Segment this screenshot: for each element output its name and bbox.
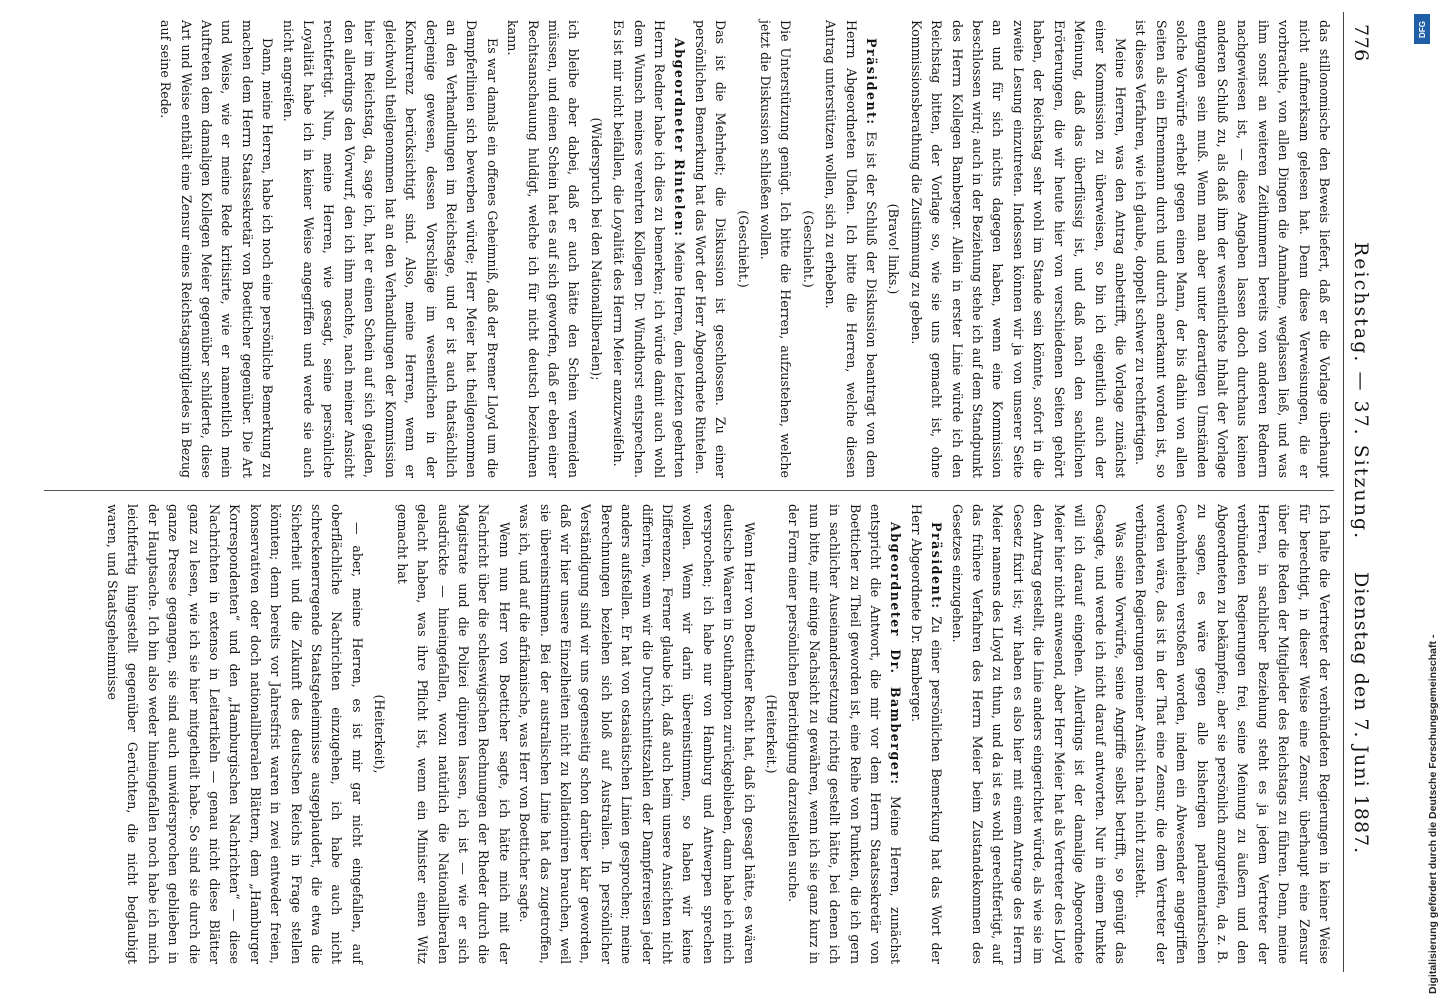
paragraph (689, 20, 730, 478)
paragraph (514, 504, 759, 964)
paragraph-text: Was seine Vorwürfe, seine Angriffe selbst betrifft, so genügt das Gesagte, und werde ich nicht darauf antworten. Nur in einem Punkte will ich darauf eingehen. Allerdings ist der damalige Abgeordnete Meier hier nicht anwesend, aber Herr Meier hat als Vertreter des Lloyd den Antrag gestellt, die Linie anders eingerichtet würde, als wie sie im Gesetz fixirt ist; wir haben es also hier mit einem Antrage des Herrn Meier namens des Lloyd zu thun, und da ist es wohl gerechtfertigt, auf das frühere Verfahren des Herrn Meier beim Zustandekommen des Gesetzes einzugehen. (949, 504, 1128, 964)
paragraph-text: Es ist der Schluß der Diskussion beantragt von dem Herrn Abgeordneten Uhden. Ich bitte die Herren, welche diesen Antrag unterstützen wollen, sich zu erheben. (823, 20, 880, 478)
stage-direction (883, 20, 903, 478)
paragraph-text: Das ist die Mehrheit; die Diskussion ist geschlossen. Zu einer persönlichen Bemerkung hat das Wort der Herr Abgeordnete Rintelen. (692, 20, 729, 478)
paragraph (905, 504, 946, 964)
paragraph (946, 504, 1130, 964)
paragraph-text: Ich halte die Vertreter der verbündeten Regierungen in keiner Weise für berechtigt, in dieser Weise eine Zensur, überhaupt eine Zensur über die Reden der Mitglieder des Reichstags zu führen. Denn, meine Herren, in sachlicher Beziehung steht es ja jedem Vertreter der verbündeten Regierungen frei, seine Meinung zu äußern und den Abgeordneten zu bekämpfen; aber sie persönlich anzugreifen, da z. B. zu sagen, es wäre gegen alle bisherigen parlamentarischen Gewohnheiten verstoßen worden, indem ein Abwesender angegriffen worden wäre, das ist in der That eine Zensur, die dem Vertreter der verbündeten Regierungen meiner Ansicht nach nicht zusteht. (1133, 504, 1332, 964)
stage-direction (585, 20, 605, 478)
speaker-name: Abgeordneter Dr. Bamberger: (888, 522, 904, 786)
speaker-name: Präsident: (864, 38, 880, 126)
session-date: Dienstag den 7. Juni 1887. (1350, 572, 1372, 855)
paragraph (755, 20, 796, 478)
speaker-name: Präsident: (929, 522, 945, 610)
text-column-left (34, 20, 1334, 478)
digitization-credit (1414, 14, 1439, 994)
paragraph-text: Meine Herren, zunächst entspricht die Antwort, die mir vor dem Herrn Staatssekretär von Boetticher zu Theil geworden ist, eine Reihe von Punkten, die ich gern in sachlicher Auseinandersetzung richtig gestellt hätte, bei denen ich nun bitte, mir einige Nachsicht zu gewähren, wenn ich sie ganz kurz in der Form einer persönlichen Berichtigung darzustellen suche. (786, 504, 904, 964)
paragraph (1130, 20, 1334, 478)
dfg-logo-text: DFG (1417, 20, 1427, 38)
session-title: Reichstag. — 37. Sitzung. (1350, 242, 1372, 541)
paragraph-text: Meine Herren, dem letzten geehrten Herrn Redner habe ich dies zu bemerken; ich würde damit auch wohl dem Wunsch meines verehrten Kollegen Dr. Windthorst entsprechen. Es ist mir nicht beifallen, die Loyalität des Herrn Meier anzuzweifeln. (611, 20, 688, 479)
paragraph (905, 20, 1129, 478)
text-column-right (34, 504, 1334, 964)
paragraph (502, 20, 584, 478)
paragraph-text: Zu einer persönlichen Bemerkung hat das Wort der Herr Abgeordnete Dr. Bamberger. (908, 504, 945, 964)
paragraph-text: Wenn nun Herr von Boetticher sagte, ich hätte mich mit der Nachricht über die schleswigschen Rechnungen der Rheder durch die Magistrate und die Polizei düpiren lassen, ich ist — wie er sich ausdrückte — hineingefallen, wozu natürlich die Nationalliberalen gelacht haben, was ihre Pflicht ist, wenn ein Minister einen Witz gemacht hat (394, 504, 512, 964)
paragraph-text: das stillonomische den Beweis liefert, daß er die Vorlage überhaupt nicht aufmerksam gelesen hat. Denn diese Verweisungen, die er vorbrachte, von allen Dingen die Annahme, weglassen ließ, und was ihm sonst an weiteren Zeithimmern bereits von anderen Rednern nachgewiesen ist, — diese Angaben lassen doch durchaus keinen anderen Schluß zu, als daß ihm der wesentlichste Inhalt der Vorlage entgangen sein muß. Wenn man aber unter derartigen Umständen solche Vorwürfe erhebt gegen einen Mann, der bis dahin von allen Seiten als ein Ehrenmann durch und durch anerkannt worden ist, so ist dieses Verfahren, wie ich glaube, doppelt schwer zu rechtfertigen. (1133, 20, 1332, 478)
paragraph-text: — aber, meine Herren, es ist mir gar nicht eingefallen, auf oberflächliche Nachrichten einzugehen, ich habe auch nicht schreckenerregende Staatsgeheimnisse ausgeplaudert, die etwa die Sicherheit und die Zukunft des deutschen Reichs in Frage stellen könnten; denn bereits vor Jahresfrist waren in zwei entweder freien, konservativen oder doch nationalliberalen Blättern, dem „Hamburger Korrespondenten“ und den „Hamburgischen Nachrichten“ — diese Nachrichten in extenso in Leitartikeln — genau nicht diese Blätter ganz zu lesen, wie ich sie hier mitgetheilt habe. So sind sie durch die ganze Presse gegangen, sie sind auch unwidersprochen geblieben in der Hauptsache. Ich bin also weder hineingefallen noch habe ich mich leichtfertig hingestellt gegenüber Gerüchten, die nicht beglaubigt waren, und Staatsgeheimnisse (105, 504, 365, 964)
page-number: 776 (1350, 24, 1372, 62)
stage-direction (369, 504, 389, 964)
paragraph (1130, 504, 1334, 964)
dfg-logo (1414, 14, 1430, 44)
paragraph-text: (Heiterkeit.) (764, 694, 780, 774)
stage-direction (797, 20, 817, 478)
paragraph (277, 20, 501, 478)
paragraph-text: (Widerspruch bei den Nationalliberalen); (588, 117, 604, 381)
document-page (6, 12, 1378, 972)
paragraph (102, 504, 367, 964)
paragraph-text: (Bravo! links.) (886, 203, 902, 295)
digitization-credit-text: Digitalisierung gefördert durch die Deutsche Forschungsgemeinschaft - (1427, 634, 1439, 994)
paragraph (608, 20, 690, 478)
paragraph-text: Wenn Herr von Boetticher Recht hat, daß ich gesagt hätte, es wären deutsche Waaren in Southampton zurückgeblieben, dann habe ich mich versprochen; ich habe nur von Hamburg und Antwerpen sprechen wollen. Wenn wir darin übereinstimmen, so haben wir keine Differenzen. Ferner glaube ich, daß auch beim unsere Ansichten nicht differiren, wenn wir die Durchschnittszahlen der Dampferreisen jeder anders aufstellen. Er hat von ostasiatischen Linien gesprochen; meine Berechnungen beziehen sich bloß auf Australien. In persönlicher Verständigung sind wir uns gegenseitig schon darüber klar geworden, daß wir hier unsere Einzelheiten nicht zu kollationiren brauchen, weil sie übereinstimmen. Bei der australischen Linie hat das zugetroffen, was ich, und auf die afrikanische, was Herr von Boetticher sagte. (517, 504, 757, 964)
paragraph (820, 20, 881, 478)
stage-direction (761, 504, 781, 964)
paragraph-text: ich bleibe aber dabei, daß er auch hätte den Schein vermeiden müssen, und einen Schein hat es auf sich geworfen, daß er eben einer Rechtsanschauung huldigt, welche ich für nicht deutsch bezeichnen kann. (505, 20, 582, 478)
paragraph-text: Die Unterstützung genügt. Ich bitte die Herren, aufzustehen, welche jetzt die Diskussion schließen wollen. (758, 20, 794, 478)
speaker-name: Abgeordneter Rintelen: (672, 38, 688, 238)
paragraph (155, 20, 277, 478)
header-rule (1343, 12, 1344, 972)
paragraph (783, 504, 905, 964)
column-divider (44, 490, 1334, 491)
page-header (1344, 12, 1378, 972)
paragraph-text: (Geschieht.) (735, 210, 751, 288)
paragraph-text: Es war damals ein offenes Geheimniß, daß der Bremer Lloyd um die Dampferlinien sich bewerben würde; Herr Meier hat theilgenommen an den Verhandlungen im Reichstage, und er ist auch thatsächlich derjenige gewesen, dessen Vorschläge im wesentlichen in der Konkurrenz berücksichtigt sind. Also, meine Herren, wenn er gleichwohl theilgenommen hat an den Verhandlungen der Kommission hier im Reichstag, da, sage ich, hat er einen Schein auf sich geladen, den allerdings den Vorwurf, den ich ihm machte, nach meiner Ansicht rechtfertigt. Nun, meine Herren, wie gesagt, seine persönliche Loyalität habe ich in keiner Weise angegriffen und werde sie auch nicht angreifen. (280, 20, 500, 478)
paragraph (391, 504, 513, 964)
paragraph-text: Dann, meine Herren, habe ich noch eine persönliche Bemerkung zu machen dem Herrn Staatssekretär von Boetticher gegenüber. Die Art und Weise, wie er meine Rede kritisirte, wie er namentlich mein Auftreten dem damaligen Kollegen Meier gegenüber schilderte, diese Art und Weise enthält eine Zensur eines Reichstagsmitgliedes in Bezug auf seine Rede. (158, 20, 276, 478)
paragraph-text: (Geschieht.) (800, 210, 816, 288)
paragraph-text: Meine Herren, was den Antrag anbetrifft, die Vorlage zunächst einer Kommission zu überweisen, so bin ich eigentlich auch der Meinung, daß das überflüssig ist, und daß nach den sachlichen Erörterungen, die wir heute hier von verschiedenen Seiten gehört haben, der Reichstag sehr wohl im Stande sein könnte, sofort in die zweite Lesung einzutreten. Indessen können wir ja von unserer Seite an und für sich nichts dagegen haben, wenn eine Kommission beschlossen wird; auch in der Beziehung stehe ich auf dem Standpunkt des Herrn Kollegen Bamberger. Allein in erster Linie würde ich den Reichstag bitten, der Vorlage so, wie sie uns gemacht ist, ohne Kommissionsberathung die Zustimmung zu geben. (908, 20, 1128, 478)
paragraph-text: (Heiterkeit), (372, 694, 388, 774)
stage-direction (732, 20, 752, 478)
